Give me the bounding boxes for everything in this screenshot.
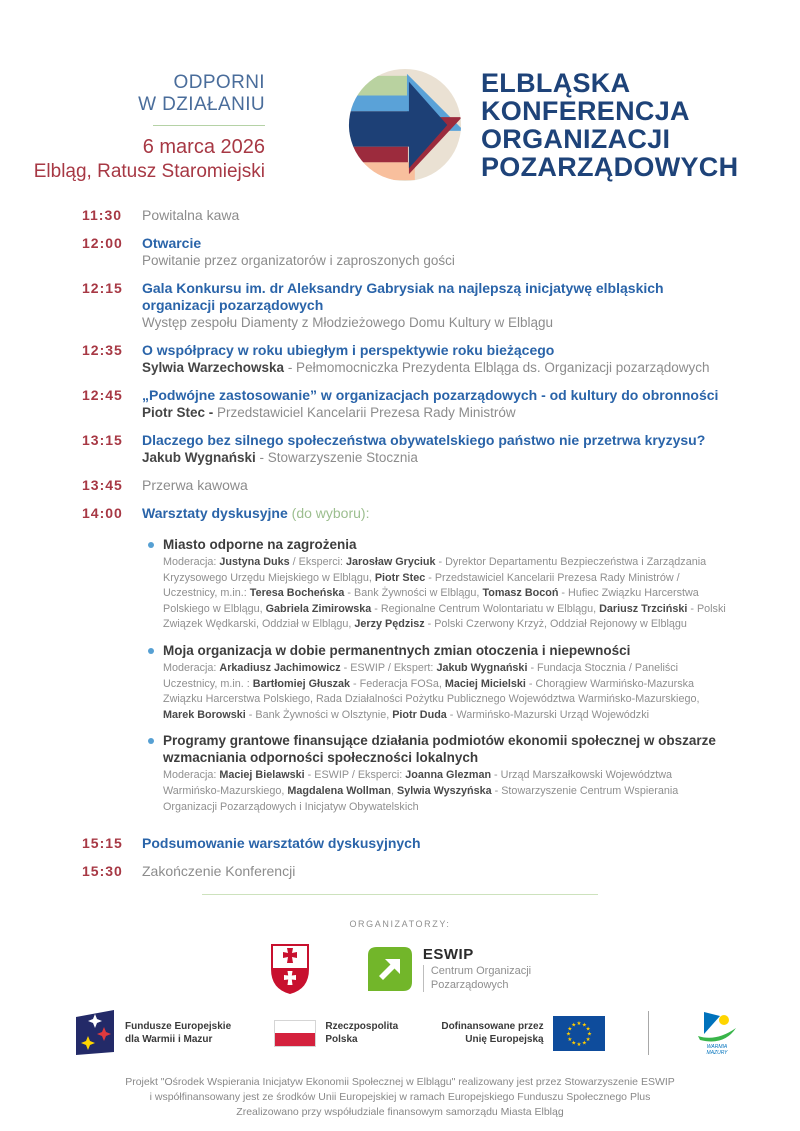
agenda-title-text: Otwarcie xyxy=(142,235,202,251)
title-line-1: ELBLĄSKA xyxy=(481,68,631,98)
person-name: Maciej Bielawski xyxy=(219,769,305,782)
workshop-content xyxy=(163,536,727,633)
agenda-title xyxy=(142,207,239,224)
workshop-item xyxy=(148,642,727,723)
agenda-content xyxy=(142,387,718,421)
conference-logo xyxy=(346,66,464,184)
agenda-content xyxy=(142,207,239,224)
agenda-title xyxy=(142,342,710,359)
detail-text: - Dyrektor Departamentu Bezpieczeństwa i Zarządzania Kryzysowego Urzędu Miejskiego w Elblągu, xyxy=(163,556,707,584)
agenda-content xyxy=(142,505,727,824)
person-name: Sylwia Warzechowska xyxy=(142,360,285,375)
workshop-title: Programy grantowe finansujące działania podmiotów ekonomii społecznej w obszarze wzmacniania odporności społeczności lokalnych xyxy=(163,733,716,766)
detail-text: - Polski Związek Wędkarski, Oddział w Elblągu, xyxy=(163,602,726,631)
eswip-subtitle xyxy=(423,965,531,993)
agenda-list xyxy=(0,200,800,880)
person-name: Marek Borowski xyxy=(163,708,246,721)
agenda-time: 11:30 xyxy=(82,207,123,223)
svg-text:★: ★ xyxy=(581,1040,587,1047)
agenda-title xyxy=(142,505,727,522)
poland-label xyxy=(325,1020,398,1046)
eswip-subtitle-line-1: Centrum Organizacji xyxy=(430,964,532,977)
footer-line-1: Projekt "Ośrodek Wspierania Inicjatyw Ekonomii Społecznej w Elblągu" realizowany jest przez Stowarzyszenie ESWIP xyxy=(125,1076,675,1088)
cofunded-label xyxy=(441,1020,543,1046)
detail-text: Moderacja: xyxy=(163,661,220,674)
agenda-title-text: Dlaczego bez silnego społeczeństwa obywatelskiego państwo nie przetrwa kryzysu? xyxy=(142,432,706,448)
detail-text: - Hufiec Związku Harcerstwa Polskiego w Elblągu, xyxy=(163,587,699,615)
agenda-title xyxy=(142,835,421,852)
detail-text: - Regionalne Centrum Wolontariatu w Elblągu, xyxy=(371,602,600,615)
person-name: Bartłomiej Głuszak xyxy=(252,677,351,690)
agenda-time: 13:15 xyxy=(82,432,123,448)
svg-text:★: ★ xyxy=(586,1031,592,1037)
agenda-time: 15:15 xyxy=(82,835,123,852)
agenda-row xyxy=(82,432,730,466)
detail-text: / Eksperci: xyxy=(289,556,347,568)
organizer-logos xyxy=(0,941,800,997)
detail-text: Moderacja: xyxy=(163,556,220,568)
person-name: Arkadiusz Jachimowicz xyxy=(219,661,341,674)
person-name: Sylwia Wyszyńska xyxy=(397,784,492,797)
funding-logos-row xyxy=(76,1007,742,1059)
agenda-content xyxy=(142,432,705,466)
tagline-line-1: ODPORNI xyxy=(173,72,265,93)
eswip-subtitle-line-2: Pozarządowych xyxy=(430,978,509,991)
elblag-coat-of-arms-icon xyxy=(269,943,311,995)
agenda-row xyxy=(82,280,730,331)
agenda-row xyxy=(82,235,730,269)
detail-text: - Federacja FOSa, xyxy=(350,677,445,690)
eswip-leaf-arrow-icon xyxy=(367,946,413,992)
cofunded-label-line-2: Unię Europejską xyxy=(465,1034,544,1045)
detail-text: - Pełmomocniczka Prezydenta Elbląga ds. Organizacji pozarządowych xyxy=(284,360,710,375)
agenda-row xyxy=(82,863,730,880)
agenda-content xyxy=(142,235,455,269)
footer-line-2: i współfinansowany jest ze środków Unii Europejskiej w ramach Europejskiego Funduszu Społecznego Plus xyxy=(149,1091,651,1103)
detail-text: Występ zespołu Diamenty z Młodzieżowego Domu Kultury w Elblągu xyxy=(142,315,554,330)
person-name: Magdalena Wollman xyxy=(287,784,391,797)
workshop-detail xyxy=(163,661,727,723)
detail-text: - Przedstawiciel Kancelarii Prezesa Rady Ministrów / Uczestnicy, m.in.: xyxy=(163,571,680,600)
svg-text:★: ★ xyxy=(570,1021,576,1028)
eswip-text xyxy=(423,946,531,993)
warmia-mazury-logo-icon xyxy=(692,1010,742,1056)
detail-text: , xyxy=(391,784,397,797)
workshop-detail xyxy=(163,768,727,815)
detail-text: - Polski Czerwony Krzyż, Oddział Rejonowy w Elblągu xyxy=(424,618,687,631)
agenda-row xyxy=(82,477,730,494)
detail-text: - Urząd Marszałkowski Województwa Warmińsko-Mazurskiego, xyxy=(163,769,673,797)
eu-funds-flag-icon xyxy=(76,1010,116,1056)
detail-text: - Fundacja Stocznia / Paneliści Uczestnicy, m.in. : xyxy=(163,661,679,690)
agenda-title-text: Podsumowanie warsztatów dyskusyjnych xyxy=(142,835,421,852)
agenda-subtitle xyxy=(142,252,455,269)
tagline xyxy=(0,72,265,117)
workshop-detail xyxy=(163,555,727,633)
eswip-name: ESWIP xyxy=(422,945,474,963)
person-name: Piotr Duda xyxy=(392,708,447,721)
agenda-content xyxy=(142,477,248,494)
organizers-heading: ORGANIZATORZY: xyxy=(349,919,451,929)
agenda-time: 12:35 xyxy=(82,342,123,358)
detail-text: Powitanie przez organizatorów i zaproszonych gości xyxy=(142,253,455,268)
bottom-section xyxy=(0,894,800,1120)
mazury-text: MAZURY xyxy=(706,1050,728,1056)
svg-text:★: ★ xyxy=(585,1036,591,1043)
poland-label-line-2: Polska xyxy=(325,1034,358,1045)
eu-funds-label xyxy=(125,1020,231,1046)
workshop-list xyxy=(142,536,727,815)
svg-text:★: ★ xyxy=(581,1021,587,1028)
agenda-title xyxy=(142,280,727,314)
person-name: Teresa Bocheńska xyxy=(249,587,345,600)
detail-text: - Warmińsko-Mazurski Urząd Wojewódzki xyxy=(446,708,649,721)
agenda-content xyxy=(142,835,421,852)
agenda-content xyxy=(142,280,727,331)
detail-text: Przedstawiciel Kancelarii Prezesa Rady Ministrów xyxy=(217,405,516,420)
detail-text: - Stowarzyszenie Centrum Wspierania Organizacji Pozarządowych i Inicjatyw Obywatelskich xyxy=(163,784,679,813)
svg-text:★: ★ xyxy=(576,1020,582,1027)
tagline-line-2: W DZIAŁANIU xyxy=(138,94,265,116)
detail-text: - ESWIP / Ekspert: xyxy=(340,661,437,674)
person-name: Jarosław Gryciuk xyxy=(346,556,436,568)
eswip-logo xyxy=(367,946,531,993)
agenda-title-text: Powitalna kawa xyxy=(142,207,240,223)
agenda-time: 14:00 xyxy=(82,505,123,521)
svg-text:★: ★ xyxy=(585,1025,591,1032)
svg-text:★: ★ xyxy=(576,1041,582,1048)
agenda-row xyxy=(82,505,730,824)
footer-line-3: Zrealizowano przy współudziale finansowym samorządu Miasta Elbląg xyxy=(236,1106,564,1118)
eu-funds-label-line-1: Fundusze Europejskie xyxy=(125,1021,232,1032)
footer-credits xyxy=(0,1075,800,1120)
agenda-title-text: „Podwójne zastosowanie” w organizacjach pozarządowych - od kultury do obronności xyxy=(142,387,719,403)
agenda-time: 12:15 xyxy=(82,280,123,296)
agenda-content xyxy=(142,342,710,376)
header xyxy=(0,0,800,200)
conference-date: 6 marca 2026 xyxy=(142,135,265,158)
person-name: Dariusz Trzciński xyxy=(599,602,688,615)
person-name: Tomasz Bocoń xyxy=(482,587,559,600)
agenda-title xyxy=(142,235,455,252)
agenda-time: 12:45 xyxy=(82,387,123,403)
agenda-subtitle xyxy=(142,314,727,331)
person-name: Maciej Micielski xyxy=(444,677,526,690)
poland-logo xyxy=(274,1020,398,1047)
cofunded-label-line-1: Dofinansowane przez xyxy=(441,1021,544,1032)
agenda-time: 15:30 xyxy=(82,863,123,880)
agenda-time: 12:00 xyxy=(82,235,123,251)
eu-flag-icon xyxy=(553,1016,605,1051)
detail-text: - Bank Żywności w Elblągu, xyxy=(344,587,483,600)
workshop-title: Moja organizacja w dobie permanentnych zmian otoczenia i niepewności xyxy=(163,642,631,658)
person-name: Jerzy Pędzisz xyxy=(354,618,425,631)
detail-text: - Stowarzyszenie Stocznia xyxy=(255,450,418,465)
person-name: Jakub Wygnański xyxy=(142,450,256,465)
agenda-subtitle xyxy=(142,449,705,466)
workshop-title: Miasto odporne na zagrożenia xyxy=(163,537,357,552)
agenda-content xyxy=(142,863,295,880)
warmia-text: WARMIA xyxy=(706,1044,728,1050)
workshop-content xyxy=(163,732,727,815)
agenda-title-text: Przerwa kawowa xyxy=(142,477,248,493)
bullet-icon xyxy=(148,648,154,654)
conference-venue: Elbląg, Ratusz Staromiejski xyxy=(33,160,265,182)
eu-funds-logo xyxy=(76,1010,231,1056)
agenda-row xyxy=(82,207,730,224)
workshop-item xyxy=(148,536,727,633)
agenda-title xyxy=(142,387,718,404)
svg-text:★: ★ xyxy=(567,1036,572,1043)
poland-label-line-1: Rzeczpospolita xyxy=(325,1021,399,1032)
detail-text: - ESWIP / Eksperci: xyxy=(304,769,406,782)
person-name: Piotr Stec - xyxy=(142,405,218,420)
person-name: Jakub Wygnański xyxy=(436,661,528,674)
bullet-icon xyxy=(148,738,154,744)
person-name: Gabriela Zimirowska xyxy=(265,602,372,615)
agenda-title-text: O współpracy w roku ubiegłym i perspektywie roku bieżącego xyxy=(142,342,555,358)
footer-divider-line xyxy=(202,894,598,895)
vertical-divider xyxy=(648,1011,649,1055)
workshop-content xyxy=(163,642,727,723)
svg-text:★: ★ xyxy=(570,1040,576,1047)
title-line-2: KONFERENCJA xyxy=(481,96,690,127)
cofunded-logo xyxy=(441,1016,604,1051)
svg-text:★: ★ xyxy=(567,1025,572,1032)
eu-funds-label-line-2: dla Warmii i Mazur xyxy=(125,1034,213,1045)
agenda-title-text: Gala Konkursu im. dr Aleksandry Gabrysiak na najlepszą inicjatywę elbląskich organizacji pozarządowych xyxy=(142,280,664,313)
header-left-block xyxy=(0,72,265,184)
agenda-title xyxy=(142,863,295,880)
agenda-subtitle xyxy=(142,359,710,376)
agenda-title-text: Warsztaty dyskusyjne xyxy=(142,505,288,521)
detail-text: Moderacja: xyxy=(163,769,220,782)
agenda-row xyxy=(82,342,730,376)
agenda-title-suffix: (do wyboru): xyxy=(287,505,370,521)
agenda-time: 13:45 xyxy=(82,477,123,493)
detail-text: - Chorągiew Warmińsko-Mazurska Związku Harcerstwa Polskiego, Rada Działalności Pożytku Publicznego Województwa Warmińsko-Mazurskiego, xyxy=(163,677,700,706)
agenda-row xyxy=(82,387,730,421)
title-line-4: POZARZĄDOWYCH xyxy=(481,152,739,183)
title-line-3: ORGANIZACJI xyxy=(481,124,671,155)
agenda-subtitle xyxy=(142,404,718,421)
poland-flag-icon xyxy=(274,1020,316,1047)
header-divider-line xyxy=(153,125,265,126)
workshop-item xyxy=(148,732,727,815)
detail-text: - Bank Żywności w Olsztynie, xyxy=(245,708,393,721)
person-name: Justyna Duks xyxy=(219,556,290,568)
agenda-title xyxy=(142,432,705,449)
svg-text:★: ★ xyxy=(565,1031,571,1037)
bullet-icon xyxy=(148,542,154,548)
person-name: Piotr Stec xyxy=(374,571,426,584)
arrow-circle-logo-icon xyxy=(346,66,464,184)
agenda-row xyxy=(82,835,730,852)
agenda-title-text: Zakończenie Konferencji xyxy=(142,863,296,880)
agenda-title xyxy=(142,477,248,494)
conference-title xyxy=(481,69,738,181)
person-name: Joanna Glezman xyxy=(405,769,492,782)
